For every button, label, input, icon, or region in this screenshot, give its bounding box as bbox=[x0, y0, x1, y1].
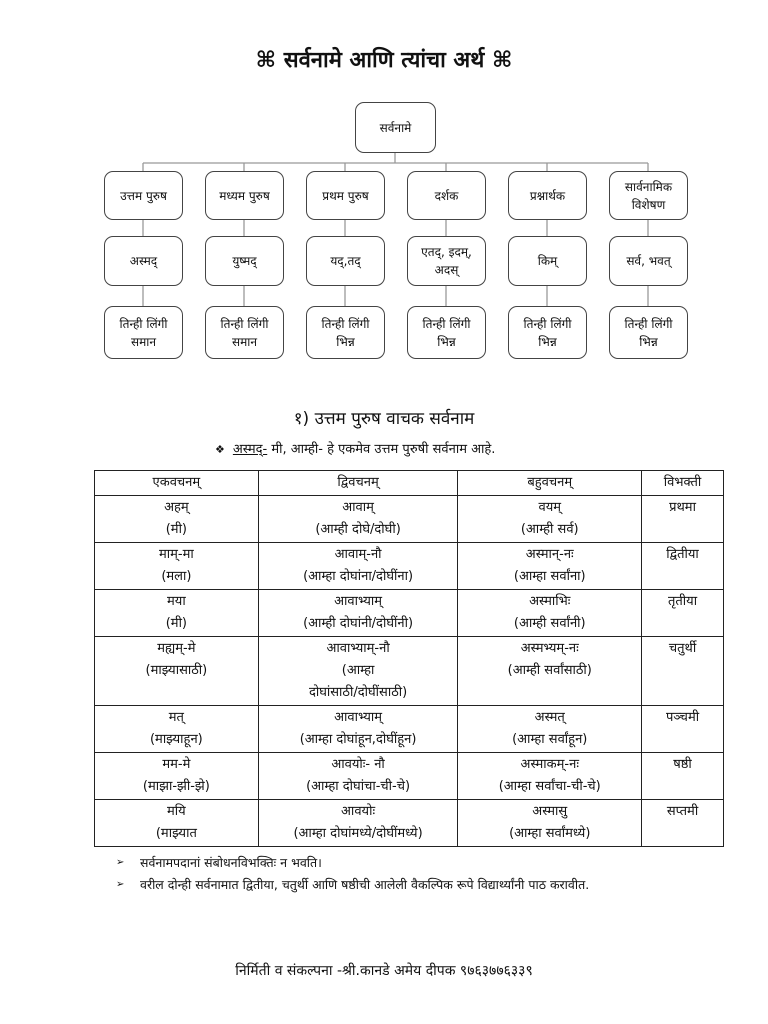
stem-node: यद्,तद् bbox=[306, 236, 385, 286]
declension-table bbox=[94, 470, 724, 847]
table-cell: आवाम्-नौ (आम्हा दोघांना/दोघींना) bbox=[258, 543, 458, 590]
table-cell: अहम् (मी) bbox=[95, 496, 259, 543]
list-item bbox=[116, 874, 716, 896]
table-cell: चतुर्थी bbox=[642, 637, 724, 706]
stem-node: युष्मद् bbox=[205, 236, 284, 286]
table-cell: सप्तमी bbox=[642, 800, 724, 847]
table-cell: आवाम् (आम्ही दोघे/दोघी) bbox=[258, 496, 458, 543]
intro-line bbox=[215, 439, 495, 457]
column-header: द्विवचनम् bbox=[258, 471, 458, 496]
category-node: प्रश्नार्थक bbox=[508, 171, 587, 220]
table-row bbox=[95, 753, 724, 800]
table-cell: वयम् (आम्ही सर्व) bbox=[458, 496, 642, 543]
table-cell: मम-मे (माझा-झी-झे) bbox=[95, 753, 259, 800]
gender-node: तिन्ही लिंगी समान bbox=[104, 306, 183, 359]
table-header-row bbox=[95, 471, 724, 496]
table-row bbox=[95, 496, 724, 543]
table-cell: अस्मत् (आम्हा सर्वांहून) bbox=[458, 706, 642, 753]
notes-list bbox=[116, 852, 716, 896]
term-description: मी, आम्ही- हे एकमेव उत्तम पुरुषी सर्वनाम आहे. bbox=[267, 442, 496, 457]
diamond-bullet-icon: ❖ bbox=[215, 443, 225, 456]
column-header: विभक्ती bbox=[642, 471, 724, 496]
page-title: ⌘ सर्वनामे आणि त्यांचा अर्थ ⌘ bbox=[255, 48, 513, 73]
table-cell: मह्यम्-मे (माझ्यासाठी) bbox=[95, 637, 259, 706]
footer-credit: निर्मिती व संकल्पना -श्री.कानडे अमेय दीपक ९७६३७७६३३९ bbox=[235, 963, 533, 979]
category-node: मध्यम पुरुष bbox=[205, 171, 284, 220]
note-text: वरील दोन्ही सर्वनामात द्वितीया, चतुर्थी आणि षष्ठीची आलेली वैकल्पिक रूपे विद्यार्थ्यांनी पाठ करावीत. bbox=[140, 877, 590, 892]
table-row bbox=[95, 706, 724, 753]
table-cell: षष्ठी bbox=[642, 753, 724, 800]
gender-node: तिन्ही लिंगी भिन्न bbox=[508, 306, 587, 359]
arrow-bullet-icon: ➢ bbox=[116, 879, 125, 890]
section-heading: १) उत्तम पुरुष वाचक सर्वनाम bbox=[293, 409, 475, 429]
table-cell: अस्माकम्-नः (आम्हा सर्वांचा-ची-चे) bbox=[458, 753, 642, 800]
table-row bbox=[95, 590, 724, 637]
table-cell: मत् (माझ्याहून) bbox=[95, 706, 259, 753]
list-item bbox=[116, 852, 716, 874]
table-cell: पञ्चमी bbox=[642, 706, 724, 753]
table-cell: आवयोः- नौ (आम्हा दोघांचा-ची-चे) bbox=[258, 753, 458, 800]
stem-node: किम् bbox=[508, 236, 587, 286]
stem-node: एतद्, इदम्, अदस् bbox=[407, 236, 486, 286]
table-cell: तृतीया bbox=[642, 590, 724, 637]
table-cell: आवाभ्याम्-नौ (आम्हा दोघांसाठी/दोघींसाठी) bbox=[258, 637, 458, 706]
column-header: बहुवचनम् bbox=[458, 471, 642, 496]
table-cell: आवाभ्याम् (आम्हा दोघांहून,दोघींहून) bbox=[258, 706, 458, 753]
table-row bbox=[95, 543, 724, 590]
term-label: अस्मद्- bbox=[232, 442, 268, 457]
stem-node: सर्व, भवत् bbox=[609, 236, 688, 286]
table-cell: द्वितीया bbox=[642, 543, 724, 590]
table-cell: अस्मभ्यम्-नः (आम्ही सर्वांसाठी) bbox=[458, 637, 642, 706]
stem-node: अस्मद् bbox=[104, 236, 183, 286]
arrow-bullet-icon: ➢ bbox=[116, 857, 125, 868]
table-cell: अस्मासु (आम्हा सर्वांमध्ये) bbox=[458, 800, 642, 847]
table-cell: आवाभ्याम् (आम्ही दोघांनी/दोघींनी) bbox=[258, 590, 458, 637]
category-node: दर्शक bbox=[407, 171, 486, 220]
category-node: सार्वनामिक विशेषण bbox=[609, 171, 688, 220]
category-node: उत्तम पुरुष bbox=[104, 171, 183, 220]
table-cell: प्रथमा bbox=[642, 496, 724, 543]
table-row bbox=[95, 800, 724, 847]
gender-node: तिन्ही लिंगी भिन्न bbox=[407, 306, 486, 359]
column-header: एकवचनम् bbox=[95, 471, 259, 496]
tree-root-node: सर्वनामे bbox=[355, 102, 436, 153]
table-cell: मयि (माझ्यात bbox=[95, 800, 259, 847]
gender-node: तिन्ही लिंगी भिन्न bbox=[609, 306, 688, 359]
table-cell: अस्माभिः (आम्ही सर्वांनी) bbox=[458, 590, 642, 637]
table-cell: माम्-मा (मला) bbox=[95, 543, 259, 590]
gender-node: तिन्ही लिंगी भिन्न bbox=[306, 306, 385, 359]
category-node: प्रथम पुरुष bbox=[306, 171, 385, 220]
note-text: सर्वनामपदानां संबोधनविभक्तिः न भवति। bbox=[140, 855, 322, 870]
table-cell: मया (मी) bbox=[95, 590, 259, 637]
table-cell: अस्मान्-नः (आम्हा सर्वांना) bbox=[458, 543, 642, 590]
table-row bbox=[95, 637, 724, 706]
table-cell: आवयोः (आम्हा दोघांमध्ये/दोघींमध्ये) bbox=[258, 800, 458, 847]
gender-node: तिन्ही लिंगी समान bbox=[205, 306, 284, 359]
